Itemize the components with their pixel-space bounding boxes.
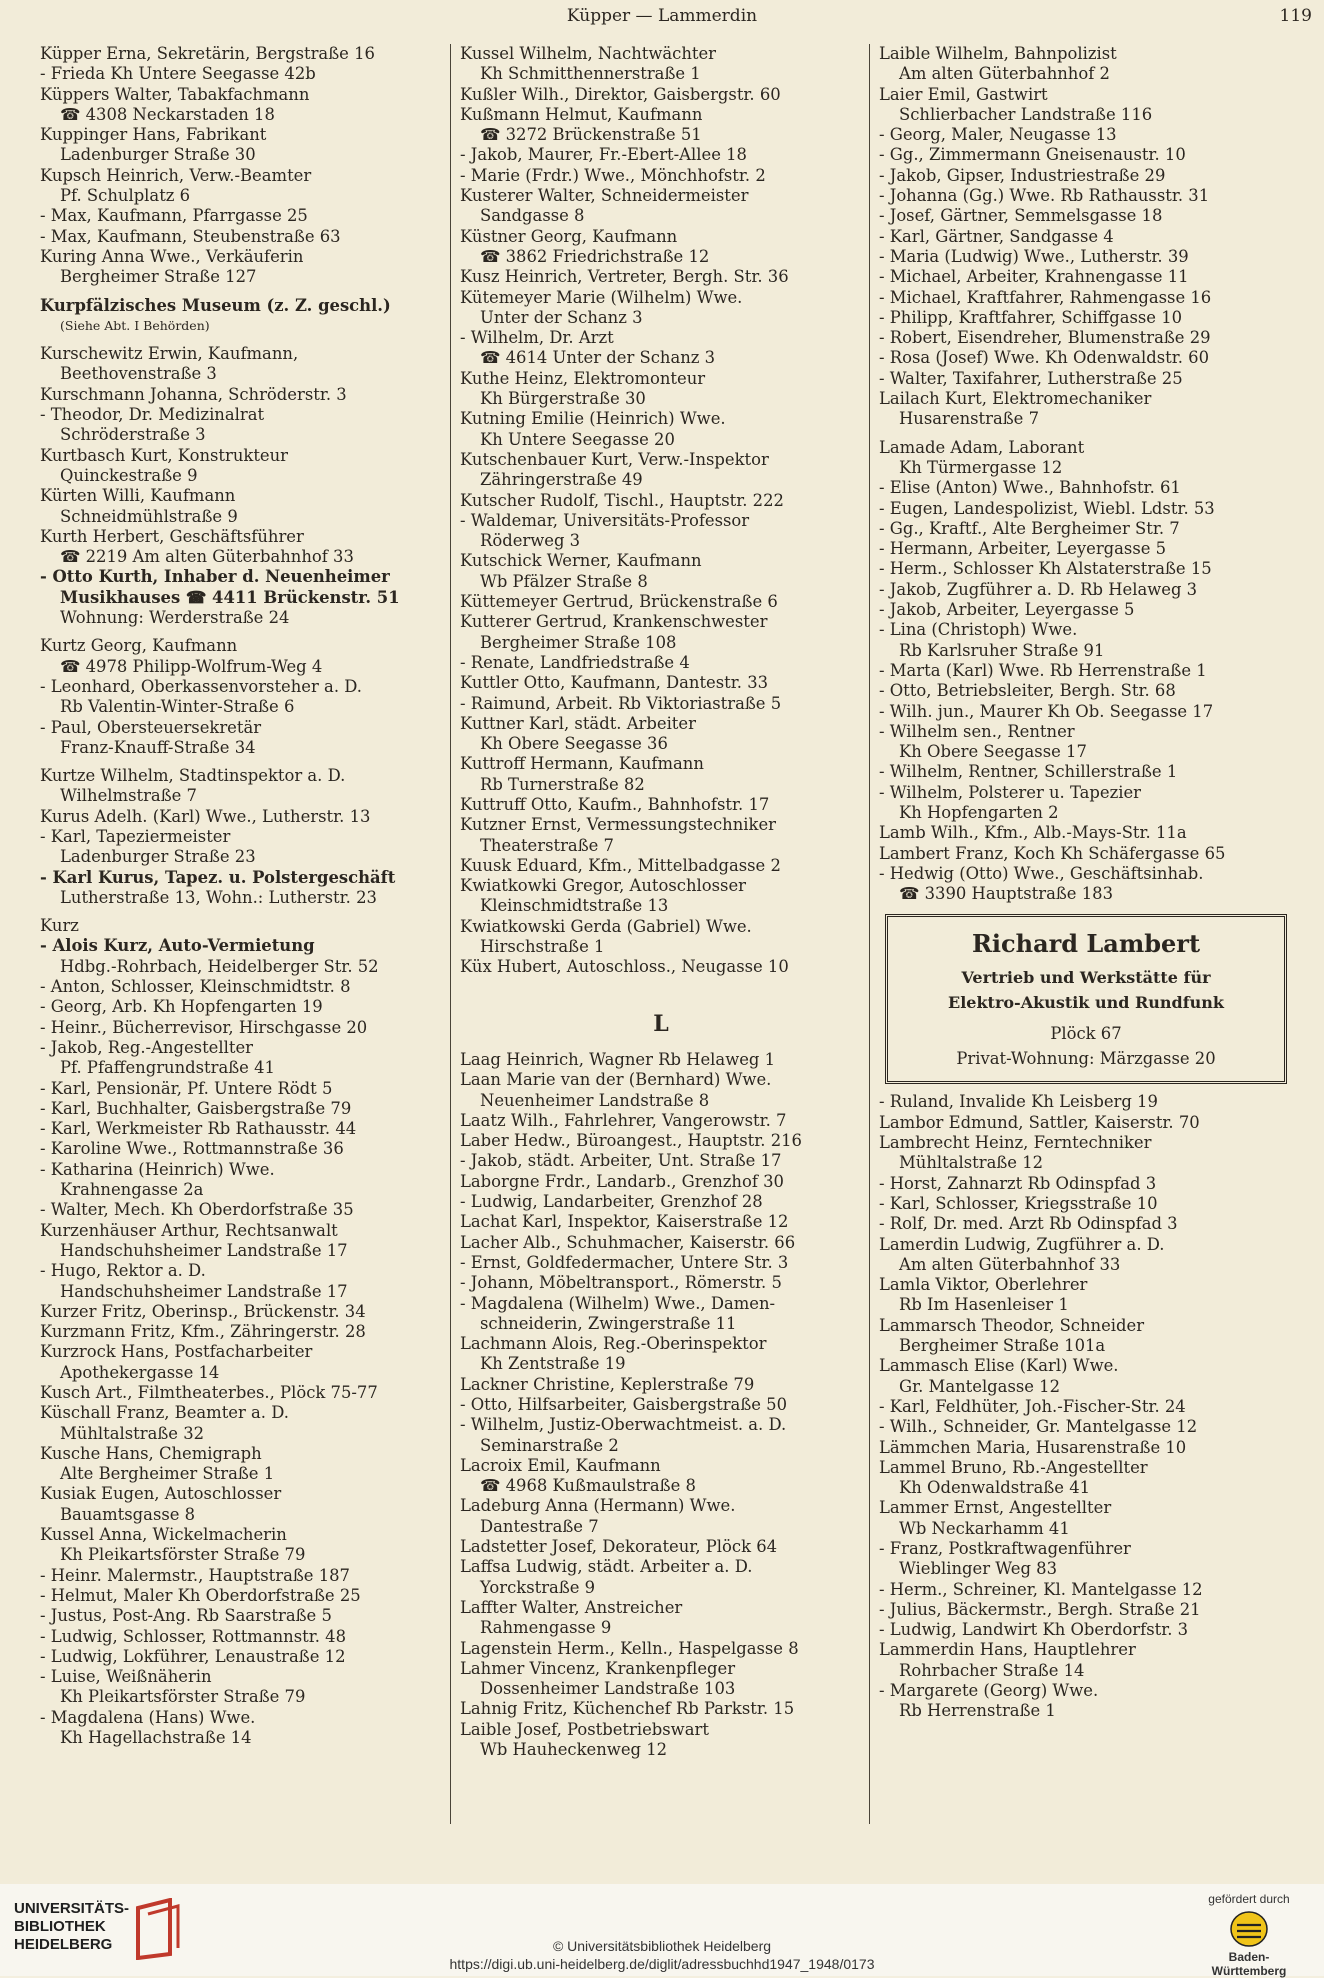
ad-line: Vertrieb und Werkstätte für: [961, 968, 1211, 988]
directory-entry: - Michael, Kraftfahrer, Rahmengasse 16: [879, 287, 1212, 307]
directory-entry: - Wilhelm, Polsterer u. Tapezier: [879, 782, 1142, 802]
directory-entry: - Wilhelm, Rentner, Schillerstraße 1: [879, 762, 1178, 782]
directory-entry: Kwiatkowski Gerda (Gabriel) Wwe.: [460, 916, 752, 936]
directory-entry: - Jakob, Arbeiter, Leyergasse 5: [879, 600, 1135, 620]
directory-entry: - Karl, Werkmeister Rb Rathausstr. 44: [40, 1119, 357, 1139]
directory-entry: Kurus Adelh. (Karl) Wwe., Lutherstr. 13: [40, 806, 371, 826]
directory-entry: - Georg, Arb. Kh Hopfengarten 19: [40, 997, 323, 1017]
directory-entry: Bauamtsgasse 8: [60, 1504, 196, 1524]
directory-entry: ☎ 2219 Am alten Güterbahnhof 33: [60, 547, 354, 567]
directory-entry: Laber Hedw., Büroangest., Hauptstr. 216: [460, 1131, 802, 1151]
directory-entry: - Magdalena (Wilhelm) Wwe., Damen-: [460, 1293, 776, 1313]
directory-entry: Am alten Güterbahnhof 2: [899, 64, 1110, 84]
directory-entry: Lammel Bruno, Rb.-Angestellter: [879, 1457, 1148, 1477]
entry-spacer: [40, 908, 440, 916]
directory-entry: - Frieda Kh Untere Seegasse 42b: [40, 64, 316, 84]
directory-entry: - Georg, Maler, Neugasse 13: [879, 125, 1117, 145]
directory-entry: Rb Karlsruher Straße 91: [899, 640, 1105, 660]
directory-entry: Kh Untere Seegasse 20: [480, 429, 675, 449]
directory-entry: Hdbg.-Rohrbach, Heidelberger Str. 52: [60, 956, 379, 976]
directory-entry: Schneidmühlstraße 9: [60, 506, 238, 526]
directory-entry: Rohrbacher Straße 14: [899, 1660, 1085, 1680]
directory-entry: Laible Wilhelm, Bahnpolizist: [879, 44, 1117, 63]
directory-entry: - Jakob, Gipser, Industriestraße 29: [879, 165, 1166, 185]
directory-entry: Kurpfälzisches Museum (z. Z. geschl.): [40, 295, 391, 315]
directory-entry: - Raimund, Arbeit. Rb Viktoriastraße 5: [460, 693, 782, 713]
directory-entry: Kh Hopfengarten 2: [899, 802, 1059, 822]
directory-entry: Küppers Walter, Tabakfachmann: [40, 84, 310, 104]
directory-entry: Lailach Kurt, Elektromechaniker: [879, 389, 1152, 409]
directory-column-3: [879, 44, 1287, 1722]
directory-entry: Kusiak Eugen, Autoschlosser: [40, 1484, 282, 1504]
directory-entry: Am alten Güterbahnhof 33: [899, 1254, 1121, 1274]
directory-entry: - Wilh., Schneider, Gr. Mantelgasse 12: [879, 1417, 1198, 1437]
copyright-text: © Universitätsbibliothek Heidelberg: [552, 1938, 772, 1954]
directory-entry: - Wilhelm, Justiz-Oberwachtmeist. a. D.: [460, 1415, 787, 1435]
directory-entry: - Wilhelm sen., Rentner: [879, 721, 1075, 741]
directory-entry: Schröderstraße 3: [60, 425, 206, 445]
directory-entry: Kurzenhäuser Arthur, Rechtsanwalt: [40, 1220, 338, 1240]
directory-entry: ☎ 3862 Friedrichstraße 12: [480, 246, 710, 266]
directory-entry: - Ernst, Goldfedermacher, Untere Str. 3: [460, 1252, 789, 1272]
directory-entry: - Franz, Postkraftwagenführer: [879, 1539, 1131, 1558]
directory-entry: Lämmchen Maria, Husarenstraße 10: [879, 1437, 1187, 1457]
directory-entry: Rahmengasse 9: [480, 1618, 612, 1638]
directory-entry: - Philipp, Kraftfahrer, Schiffgasse 10: [879, 307, 1183, 327]
directory-entry: Kh Obere Seegasse 17: [899, 742, 1087, 762]
directory-entry: Ladenburger Straße 23: [60, 847, 256, 867]
section-letter: L: [653, 1010, 669, 1037]
directory-entry: Unter der Schanz 3: [480, 307, 643, 327]
directory-entry: - Walter, Mech. Kh Oberdorfstraße 35: [40, 1200, 354, 1220]
directory-entry: - Karl, Feldhüter, Joh.-Fischer-Str. 24: [879, 1396, 1186, 1416]
directory-entry: Handschuhsheimer Landstraße 17: [60, 1240, 348, 1260]
directory-entry: Husarenstraße 7: [899, 409, 1040, 429]
directory-entry: Rb Im Hasenleiser 1: [899, 1295, 1069, 1315]
directory-entry: Zähringerstraße 49: [480, 470, 643, 490]
directory-entry: - Julius, Bäckermstr., Bergh. Straße 21: [879, 1599, 1201, 1619]
directory-entry: Dantestraße 7: [480, 1516, 599, 1536]
directory-entry: Kussel Wilhelm, Nachtwächter: [460, 44, 717, 63]
column-rule: [869, 44, 870, 1824]
funded-by-text: gefördert durch: [1208, 1892, 1290, 1906]
directory-entry: Kuthe Heinz, Elektromonteur: [460, 368, 706, 388]
directory-entry: Rb Turnerstraße 82: [480, 774, 645, 794]
directory-entry: - Justus, Post-Ang. Rb Saarstraße 5: [40, 1606, 332, 1626]
directory-entry: - Karl Kurus, Tapez. u. Polstergeschäft: [40, 867, 396, 887]
directory-entry: Wieblinger Weg 83: [899, 1559, 1058, 1579]
directory-entry: - Alois Kurz, Auto-Vermietung: [40, 936, 315, 956]
directory-entry: - Herm., Schreiner, Kl. Mantelgasse 12: [879, 1579, 1203, 1599]
directory-entry: Gr. Mantelgasse 12: [899, 1376, 1061, 1396]
entry-spacer: [879, 430, 1287, 438]
directory-entry: Kurth Herbert, Geschäftsführer: [40, 526, 304, 546]
directory-entry: Küschall Franz, Beamter a. D.: [40, 1403, 289, 1423]
directory-entry: - Max, Kaufmann, Pfarrgasse 25: [40, 206, 308, 226]
directory-entry: Lambrecht Heinz, Ferntechniker: [879, 1133, 1152, 1153]
directory-entry: Kuttroff Hermann, Kaufmann: [460, 754, 704, 774]
directory-entry: - Ludwig, Schlosser, Rottmannstr. 48: [40, 1626, 347, 1646]
directory-entry: - Helmut, Maler Kh Oberdorfstraße 25: [40, 1585, 361, 1605]
directory-entry: - Lina (Christoph) Wwe.: [879, 620, 1078, 640]
directory-column-1: [40, 44, 440, 1748]
footer-bar: [0, 1884, 1324, 1976]
directory-entry: - Otto, Betriebsleiter, Bergh. Str. 68: [879, 681, 1176, 701]
directory-entry: Laborgne Frdr., Landarb., Grenzhof 30: [460, 1171, 784, 1191]
ad-private-address: Privat-Wohnung: Märzgasse 20: [956, 1049, 1216, 1069]
directory-entry: Yorckstraße 9: [480, 1577, 596, 1597]
directory-entry: - Heinr. Malermstr., Hauptstraße 187: [40, 1565, 350, 1585]
directory-entry: - Karoline Wwe., Rottmannstraße 36: [40, 1139, 344, 1159]
directory-entry: Laier Emil, Gastwirt: [879, 84, 1048, 104]
directory-entry: Lamade Adam, Laborant: [879, 437, 1085, 457]
directory-entry: - Anton, Schlosser, Kleinschmidtstr. 8: [40, 977, 351, 997]
ad-name: Richard Lambert: [971, 929, 1201, 959]
directory-entry: Kurschewitz Erwin, Kaufmann,: [40, 344, 299, 364]
directory-entry: schneiderin, Zwingerstraße 11: [480, 1313, 737, 1333]
directory-entry: Kutschick Werner, Kaufmann: [460, 551, 702, 571]
directory-entry: Sandgasse 8: [480, 206, 585, 226]
directory-entry: Laible Josef, Postbetriebswart: [460, 1719, 709, 1739]
library-line: BIBLIOTHEK: [14, 1918, 106, 1935]
directory-entry: Krahnengasse 2a: [60, 1180, 204, 1200]
directory-entry: Wb Hauheckenweg 12: [480, 1740, 668, 1760]
directory-entry: Kutzner Ernst, Vermessungstechniker: [460, 815, 776, 835]
directory-entry: Kurtbasch Kurt, Konstrukteur: [40, 445, 288, 465]
directory-entry: - Gg., Zimmermann Gneisenaustr. 10: [879, 145, 1186, 165]
directory-entry: Wilhelmstraße 7: [60, 786, 197, 806]
directory-entry: Kurzer Fritz, Oberinsp., Brückenstr. 34: [40, 1301, 366, 1321]
directory-entry: - Katharina (Heinrich) Wwe.: [40, 1159, 275, 1179]
directory-entry: ☎ 4308 Neckarstaden 18: [60, 104, 275, 124]
directory-entry: Lamb Wilh., Kfm., Alb.-Mays-Str. 11a: [879, 823, 1187, 843]
directory-entry: Wb Pfälzer Straße 8: [480, 571, 648, 591]
directory-entry: Bergheimer Straße 101a: [899, 1336, 1106, 1356]
directory-entry: Laffter Walter, Anstreicher: [460, 1597, 683, 1617]
directory-entry: - Horst, Zahnarzt Rb Odinspfad 3: [879, 1173, 1157, 1193]
page-number: 119: [1279, 6, 1312, 26]
directory-entry: - Maria (Ludwig) Wwe., Lutherstr. 39: [879, 246, 1189, 266]
directory-entry: - Waldemar, Universitäts-Professor: [460, 510, 750, 530]
directory-entry: - Jakob, städt. Arbeiter, Unt. Straße 17: [460, 1151, 782, 1171]
directory-entry: - Johanna (Gg.) Wwe. Rb Rathausstr. 31: [879, 186, 1210, 206]
directory-entry: - Wilhelm, Dr. Arzt: [460, 328, 614, 348]
directory-entry: ☎ 4978 Philipp-Wolfrum-Weg 4: [60, 656, 323, 676]
directory-entry: Kurschmann Johanna, Schröderstr. 3: [40, 384, 347, 404]
directory-entry: - Otto Kurth, Inhaber d. Neuenheimer: [40, 567, 390, 587]
directory-entry: - Ludwig, Lokführer, Lenaustraße 12: [40, 1646, 346, 1666]
directory-entry: Kh Hagellachstraße 14: [60, 1728, 252, 1748]
directory-entry: - Rosa (Josef) Wwe. Kh Odenwaldstr. 60: [879, 348, 1210, 368]
directory-entry: Kh Pleikartsförster Straße 79: [60, 1545, 306, 1565]
directory-entry: - Hermann, Arbeiter, Leyergasse 5: [879, 539, 1167, 559]
advertisement-box: [885, 914, 1287, 1084]
directory-entry: Lammer Ernst, Angestellter: [879, 1498, 1112, 1518]
directory-entry: Kusche Hans, Chemigraph: [40, 1443, 262, 1463]
directory-entry: - Margarete (Georg) Wwe.: [879, 1681, 1099, 1701]
directory-entry: (Siehe Abt. I Behörden): [60, 317, 210, 333]
directory-entry: Bergheimer Straße 127: [60, 267, 257, 287]
directory-entry: Kuttruff Otto, Kaufm., Bahnhofstr. 17: [460, 794, 770, 814]
directory-entry: Lambor Edmund, Sattler, Kaiserstr. 70: [879, 1112, 1200, 1132]
directory-entry: - Michael, Arbeiter, Krahnengasse 11: [879, 267, 1189, 287]
directory-entry: Kuttner Karl, städt. Arbeiter: [460, 713, 696, 733]
directory-entry: Pf. Pfaffengrundstraße 41: [60, 1058, 275, 1078]
directory-entry: Rb Herrenstraße 1: [899, 1701, 1056, 1721]
directory-entry: Küx Hubert, Autoschloss., Neugasse 10: [460, 957, 789, 977]
directory-entry: Ladenburger Straße 30: [60, 145, 256, 165]
directory-entry: Mühltalstraße 12: [899, 1153, 1044, 1173]
directory-entry: - Robert, Eisendreher, Blumenstraße 29: [879, 328, 1211, 348]
directory-entry: Laffsa Ludwig, städt. Arbeiter a. D.: [460, 1557, 753, 1577]
directory-entry: - Ruland, Invalide Kh Leisberg 19: [879, 1092, 1158, 1112]
directory-entry: Musikhauses ☎ 4411 Brückenstr. 51: [60, 587, 400, 607]
directory-entry: - Max, Kaufmann, Steubenstraße 63: [40, 226, 341, 246]
directory-entry: - Ludwig, Landarbeiter, Grenzhof 28: [460, 1192, 763, 1212]
directory-entry: Alte Bergheimer Straße 1: [60, 1464, 275, 1484]
directory-entry: - Hugo, Rektor a. D.: [40, 1261, 206, 1281]
directory-entry: - Magdalena (Hans) Wwe.: [40, 1707, 256, 1727]
directory-entry: - Josef, Gärtner, Semmelsgasse 18: [879, 206, 1163, 226]
directory-entry: Lahnig Fritz, Küchenchef Rb Parkstr. 15: [460, 1699, 795, 1719]
directory-entry: Hirschstraße 1: [480, 937, 605, 957]
directory-entry: - Renate, Landfriedstraße 4: [460, 652, 690, 672]
directory-entry: Küstner Georg, Kaufmann: [460, 226, 678, 246]
directory-entry: Kurzrock Hans, Postfacharbeiter: [40, 1342, 313, 1362]
directory-entry: Ladeburg Anna (Hermann) Wwe.: [460, 1496, 736, 1516]
directory-entry: Lackner Christine, Keplerstraße 79: [460, 1374, 755, 1394]
directory-entry: - Marie (Frdr.) Wwe., Mönchhofstr. 2: [460, 165, 766, 185]
directory-entry: Kh Obere Seegasse 36: [480, 734, 668, 754]
directory-entry: Handschuhsheimer Landstraße 17: [60, 1281, 348, 1301]
directory-entry: Lutherstraße 13, Wohn.: Lutherstr. 23: [60, 887, 377, 907]
entry-spacer: [40, 288, 440, 296]
column-rule: [450, 44, 451, 1824]
directory-entry: Lachat Karl, Inspektor, Kaiserstraße 12: [460, 1212, 789, 1232]
directory-entry: Kuring Anna Wwe., Verkäuferin: [40, 246, 304, 266]
directory-entry: - Eugen, Landespolizist, Wiebl. Ldstr. 53: [879, 498, 1215, 518]
directory-entry: - Rolf, Dr. med. Arzt Rb Odinspfad 3: [879, 1214, 1178, 1234]
directory-entry: Schlierbacher Landstraße 116: [899, 104, 1153, 124]
directory-entry: Kurz: [40, 916, 79, 936]
directory-entry: - Hedwig (Otto) Wwe., Geschäftsinhab.: [879, 863, 1204, 883]
directory-entry: Kütemeyer Marie (Wilhelm) Wwe.: [460, 287, 743, 307]
directory-entry: Kutning Emilie (Heinrich) Wwe.: [460, 409, 726, 429]
directory-entry: - Jakob, Maurer, Fr.-Ebert-Allee 18: [460, 145, 747, 165]
directory-entry: Bergheimer Straße 108: [480, 632, 677, 652]
directory-entry: - Herm., Schlosser Kh Alstaterstraße 15: [879, 559, 1212, 579]
directory-entry: Kupsch Heinrich, Verw.-Beamter: [40, 165, 312, 185]
library-line: UNIVERSITÄTS-: [14, 1900, 130, 1917]
directory-entry: Lamerdin Ludwig, Zugführer a. D.: [879, 1234, 1165, 1254]
library-line: HEIDELBERG: [14, 1936, 113, 1953]
directory-entry: Wb Neckarhamm 41: [899, 1518, 1070, 1538]
directory-entry: Dossenheimer Landstraße 103: [480, 1679, 736, 1699]
directory-entry: - Jakob, Reg.-Angestellter: [40, 1037, 253, 1057]
directory-entry: - Elise (Anton) Wwe., Bahnhofstr. 61: [879, 478, 1181, 498]
directory-entry: Wohnung: Werderstraße 24: [60, 608, 290, 628]
directory-entry: - Marta (Karl) Wwe. Rb Herrenstraße 1: [879, 660, 1207, 680]
directory-entry: Apothekergasse 14: [60, 1362, 220, 1382]
directory-entry: Franz-Knauff-Straße 34: [60, 737, 256, 757]
directory-entry: Lahmer Vincenz, Krankenpfleger: [460, 1658, 736, 1678]
directory-entry: Kh Pleikartsförster Straße 79: [60, 1687, 306, 1707]
directory-entry: Kuusk Eduard, Kfm., Mittelbadgasse 2: [460, 855, 781, 875]
directory-entry: Kutschenbauer Kurt, Verw.-Inspektor: [460, 449, 769, 469]
directory-entry: Lammasch Elise (Karl) Wwe.: [879, 1356, 1119, 1376]
funding-notice: [1194, 1892, 1304, 1978]
directory-entry: - Otto, Hilfsarbeiter, Gaisbergstraße 50: [460, 1395, 788, 1414]
directory-entry: Kuppinger Hans, Fabrikant: [40, 125, 267, 145]
directory-entry: Kusterer Walter, Schneidermeister: [460, 186, 749, 206]
directory-entry: Kusch Art., Filmtheaterbes., Plöck 75-77: [40, 1383, 378, 1402]
directory-entry: - Walter, Taxifahrer, Lutherstraße 25: [879, 368, 1183, 388]
directory-entry: Kußmann Helmut, Kaufmann: [460, 104, 703, 124]
ad-address: Plöck 67: [1050, 1024, 1122, 1044]
directory-entry: Lacher Alb., Schuhmacher, Kaiserstr. 66: [460, 1232, 796, 1252]
directory-entry: ☎ 3272 Brückenstraße 51: [480, 125, 702, 145]
directory-entry: Kutscher Rudolf, Tischl., Hauptstr. 222: [460, 490, 784, 510]
directory-entry: Röderweg 3: [480, 531, 581, 551]
directory-entry: ☎ 3390 Hauptstraße 183: [899, 884, 1113, 904]
directory-entry: Kurtze Wilhelm, Stadtinspektor a. D.: [40, 766, 346, 786]
directory-entry: - Heinr., Bücherrevisor, Hirschgasse 20: [40, 1017, 368, 1037]
entry-spacer: [40, 336, 440, 344]
directory-entry: Lammarsch Theodor, Schneider: [879, 1315, 1145, 1335]
directory-entry: - Theodor, Dr. Medizinalrat: [40, 405, 265, 425]
directory-entry: - Ludwig, Landwirt Kh Oberdorfstr. 3: [879, 1620, 1189, 1640]
directory-entry: - Karl, Schlosser, Kriegsstraße 10: [879, 1193, 1158, 1213]
directory-entry: Kürten Willi, Kaufmann: [40, 486, 236, 506]
state-crest-icon: [1229, 1910, 1269, 1948]
directory-entry: - Johann, Möbeltransport., Römerstr. 5: [460, 1273, 782, 1293]
directory-entry: Neuenheimer Landstraße 8: [480, 1090, 710, 1110]
directory-entry: Kurtz Georg, Kaufmann: [40, 636, 238, 656]
directory-entry: Kh Odenwaldstraße 41: [899, 1478, 1091, 1498]
directory-entry: Kutterer Gertrud, Krankenschwester: [460, 612, 768, 632]
directory-entry: Laan Marie van der (Bernhard) Wwe.: [460, 1070, 772, 1090]
directory-entry: Seminarstraße 2: [480, 1435, 619, 1455]
directory-entry: Kussel Anna, Wickelmacherin: [40, 1525, 287, 1545]
directory-entry: Kh Türmergasse 12: [899, 457, 1063, 477]
directory-entry: Laag Heinrich, Wagner Rb Helaweg 1: [460, 1049, 776, 1069]
directory-entry: - Luise, Weißnäherin: [40, 1667, 212, 1687]
header-title: Küpper — Lammerdin: [566, 6, 758, 26]
entry-spacer: [40, 758, 440, 766]
directory-entry: Kh Zentstraße 19: [480, 1354, 626, 1374]
directory-entry: ☎ 4614 Unter der Schanz 3: [480, 348, 716, 368]
directory-entry: Lachmann Alois, Reg.-Oberinspektor: [460, 1334, 767, 1354]
directory-entry: Kh Bürgerstraße 30: [480, 389, 646, 409]
directory-entry: Küpper Erna, Sekretärin, Bergstraße 16: [40, 44, 375, 63]
directory-entry: Lagenstein Herm., Kelln., Haspelgasse 8: [460, 1638, 799, 1658]
directory-entry: Kusz Heinrich, Vertreter, Bergh. Str. 36: [460, 267, 789, 287]
directory-entry: Rb Valentin-Winter-Straße 6: [60, 697, 295, 717]
directory-entry: Pf. Schulplatz 6: [60, 186, 191, 206]
funder-name: Baden-Württemberg: [1211, 1950, 1287, 1978]
directory-entry: Kleinschmidtstraße 13: [480, 896, 669, 916]
directory-entry: - Karl, Buchhalter, Gaisbergstraße 79: [40, 1098, 352, 1118]
directory-entry: - Leonhard, Oberkassenvorsteher a. D.: [40, 676, 363, 696]
ad-line: Elektro-Akustik und Rundfunk: [948, 993, 1224, 1013]
directory-entry: - Karl, Tapeziermeister: [40, 826, 231, 846]
directory-entry: Ladstetter Josef, Dekorateur, Plöck 64: [460, 1537, 778, 1557]
directory-entry: Lammerdin Hans, Hauptlehrer: [879, 1640, 1136, 1660]
directory-entry: Kuttler Otto, Kaufmann, Dantestr. 33: [460, 673, 769, 693]
directory-entry: - Karl, Pensionär, Pf. Untere Rödt 5: [40, 1078, 333, 1098]
directory-entry: - Karl, Gärtner, Sandgasse 4: [879, 226, 1114, 246]
directory-entry: - Paul, Obersteuersekretär: [40, 717, 262, 737]
directory-entry: Kußler Wilh., Direktor, Gaisbergstr. 60: [460, 84, 781, 104]
directory-entry: Küttemeyer Gertrud, Brückenstraße 6: [460, 592, 778, 612]
entry-spacer: [40, 628, 440, 636]
source-url-link[interactable]: https://digi.ub.uni-heidelberg.de/diglit/adressbuchhd1947_1948/0173: [449, 1956, 875, 1972]
directory-entry: Kh Schmitthennerstraße 1: [480, 64, 701, 84]
directory-entry: Lambert Franz, Koch Kh Schäfergasse 65: [879, 843, 1226, 863]
directory-entry: Lacroix Emil, Kaufmann: [460, 1455, 661, 1475]
directory-entry: - Jakob, Zugführer a. D. Rb Helaweg 3: [879, 579, 1198, 599]
directory-entry: Kurzmann Fritz, Kfm., Zähringerstr. 28: [40, 1322, 366, 1342]
directory-entry: Beethovenstraße 3: [60, 364, 217, 384]
directory-entry: ☎ 4968 Kußmaulstraße 8: [480, 1476, 696, 1496]
directory-column-2: [460, 44, 862, 1760]
directory-entry: Laatz Wilh., Fahrlehrer, Vangerowstr. 7: [460, 1110, 787, 1130]
directory-entry: - Wilh. jun., Maurer Kh Ob. Seegasse 17: [879, 701, 1214, 721]
running-header: [0, 6, 1324, 30]
directory-entry: Mühltalstraße 32: [60, 1423, 205, 1443]
directory-entry: Kwiatkowki Gregor, Autoschlosser: [460, 876, 746, 896]
directory-entry: Theaterstraße 7: [480, 835, 614, 855]
directory-entry: Lamla Viktor, Oberlehrer: [879, 1275, 1088, 1295]
directory-entry: - Gg., Kraftf., Alte Bergheimer Str. 7: [879, 518, 1180, 538]
directory-entry: Quinckestraße 9: [60, 465, 198, 485]
